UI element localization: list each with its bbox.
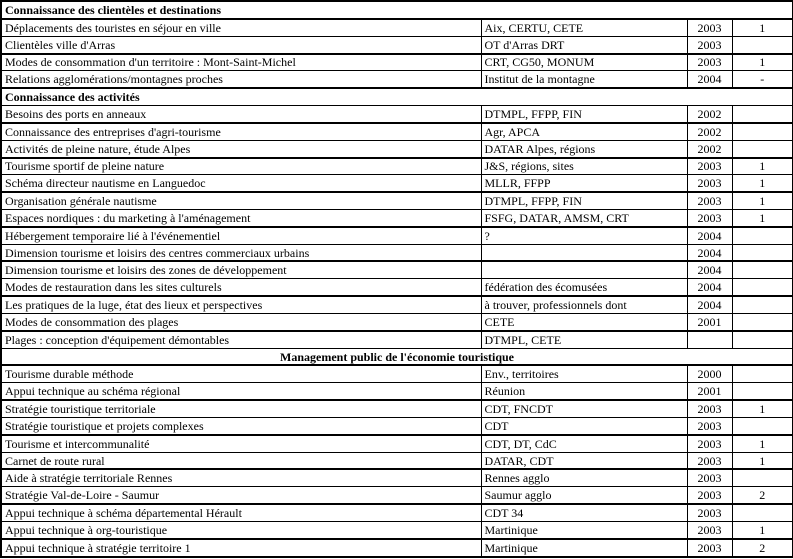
count-cell bbox=[732, 261, 793, 278]
table-row bbox=[1, 227, 793, 244]
count-cell bbox=[732, 417, 793, 434]
table-row bbox=[1, 452, 793, 469]
partners-cell: CDT, DT, CdC bbox=[481, 435, 687, 452]
year-cell: 2003 bbox=[687, 487, 732, 504]
section-header-row bbox=[1, 88, 793, 105]
table-row bbox=[1, 417, 793, 434]
partners-cell: Rennes agglo bbox=[481, 469, 687, 486]
section-header-row bbox=[1, 348, 793, 365]
count-cell bbox=[732, 106, 793, 123]
partners-cell: CRT, CG50, MONUM bbox=[481, 54, 687, 71]
study-title-cell: Clientèles ville d'Arras bbox=[1, 36, 481, 53]
year-cell: 2001 bbox=[687, 313, 732, 330]
study-title-cell: Appui technique à stratégie territoire 1 bbox=[1, 539, 481, 557]
year-cell: 2004 bbox=[687, 244, 732, 261]
study-title-cell: Tourisme sportif de pleine nature bbox=[1, 158, 481, 175]
year-cell: 2003 bbox=[687, 36, 732, 53]
count-cell: 2 bbox=[732, 487, 793, 504]
count-cell: 1 bbox=[732, 54, 793, 71]
table-row bbox=[1, 279, 793, 296]
partners-cell: DTMPL, FFPP, FIN bbox=[481, 192, 687, 209]
partners-cell: CDT 34 bbox=[481, 504, 687, 521]
count-cell: - bbox=[732, 71, 793, 88]
study-title-cell: Tourisme durable méthode bbox=[1, 365, 481, 382]
year-cell: 2004 bbox=[687, 71, 732, 88]
section-header-label: Connaissance des clientèles et destinations bbox=[1, 1, 793, 19]
year-cell: 2002 bbox=[687, 123, 732, 140]
table-row bbox=[1, 296, 793, 313]
partners-cell: DATAR Alpes, régions bbox=[481, 140, 687, 157]
study-title-cell: Carnet de route rural bbox=[1, 452, 481, 469]
year-cell: 2003 bbox=[687, 175, 732, 192]
count-cell: 1 bbox=[732, 435, 793, 452]
year-cell: 2003 bbox=[687, 210, 732, 227]
year-cell: 2002 bbox=[687, 140, 732, 157]
study-title-cell: Besoins des ports en anneaux bbox=[1, 106, 481, 123]
study-title-cell: Les pratiques de la luge, état des lieux et perspectives bbox=[1, 296, 481, 313]
count-cell bbox=[732, 36, 793, 53]
study-title-cell: Modes de consommation des plages bbox=[1, 313, 481, 330]
year-cell: 2003 bbox=[687, 192, 732, 209]
count-cell bbox=[732, 296, 793, 313]
count-cell bbox=[732, 365, 793, 382]
count-cell bbox=[732, 469, 793, 486]
year-cell: 2003 bbox=[687, 539, 732, 557]
partners-cell bbox=[481, 244, 687, 261]
study-title-cell: Appui technique au schéma régional bbox=[1, 383, 481, 400]
year-cell: 2003 bbox=[687, 504, 732, 521]
study-title-cell: Dimension tourisme et loisirs des zones de développement bbox=[1, 261, 481, 278]
count-cell bbox=[732, 504, 793, 521]
table-row bbox=[1, 504, 793, 521]
table-row bbox=[1, 539, 793, 557]
study-title-cell: Stratégie Val-de-Loire - Saumur bbox=[1, 487, 481, 504]
table-row bbox=[1, 313, 793, 330]
partners-cell: MLLR, FFPP bbox=[481, 175, 687, 192]
table-row bbox=[1, 365, 793, 382]
count-cell bbox=[732, 383, 793, 400]
study-title-cell: Déplacements des touristes en séjour en ville bbox=[1, 19, 481, 36]
count-cell: 1 bbox=[732, 400, 793, 417]
section-header-row bbox=[1, 1, 793, 19]
year-cell: 2003 bbox=[687, 54, 732, 71]
table-row bbox=[1, 175, 793, 192]
year-cell: 2004 bbox=[687, 279, 732, 296]
section-header-label: Management public de l'économie touristique bbox=[1, 348, 793, 365]
count-cell: 1 bbox=[732, 452, 793, 469]
table-row bbox=[1, 54, 793, 71]
table-row bbox=[1, 140, 793, 157]
partners-cell: DTMPL, FFPP, FIN bbox=[481, 106, 687, 123]
study-title-cell: Appui technique à schéma départemental Hérault bbox=[1, 504, 481, 521]
partners-cell: Martinique bbox=[481, 539, 687, 557]
year-cell: 2004 bbox=[687, 261, 732, 278]
year-cell: 2004 bbox=[687, 296, 732, 313]
year-cell: 2000 bbox=[687, 365, 732, 382]
table-row bbox=[1, 435, 793, 452]
table-row bbox=[1, 400, 793, 417]
count-cell bbox=[732, 279, 793, 296]
partners-cell: DATAR, CDT bbox=[481, 452, 687, 469]
partners-cell: OT d'Arras DRT bbox=[481, 36, 687, 53]
year-cell: 2003 bbox=[687, 452, 732, 469]
study-title-cell: Tourisme et intercommunalité bbox=[1, 435, 481, 452]
partners-cell: fédération des écomusées bbox=[481, 279, 687, 296]
table-row bbox=[1, 36, 793, 53]
count-cell: 1 bbox=[732, 521, 793, 538]
partners-cell: CDT bbox=[481, 417, 687, 434]
partners-cell: DTMPL, CETE bbox=[481, 331, 687, 348]
table-row bbox=[1, 469, 793, 486]
year-cell bbox=[687, 331, 732, 348]
study-title-cell: Espaces nordiques : du marketing à l'aménagement bbox=[1, 210, 481, 227]
year-cell: 2003 bbox=[687, 417, 732, 434]
partners-cell: Saumur agglo bbox=[481, 487, 687, 504]
table-row bbox=[1, 383, 793, 400]
count-cell: 1 bbox=[732, 192, 793, 209]
year-cell: 2003 bbox=[687, 469, 732, 486]
count-cell bbox=[732, 331, 793, 348]
study-title-cell: Connaissance des entreprises d'agri-tourisme bbox=[1, 123, 481, 140]
count-cell bbox=[732, 313, 793, 330]
partners-cell: ? bbox=[481, 227, 687, 244]
count-cell: 1 bbox=[732, 175, 793, 192]
table-row bbox=[1, 521, 793, 538]
table-row bbox=[1, 106, 793, 123]
table-row bbox=[1, 331, 793, 348]
partners-cell: J&S, régions, sites bbox=[481, 158, 687, 175]
study-title-cell: Modes de restauration dans les sites culturels bbox=[1, 279, 481, 296]
table-row bbox=[1, 487, 793, 504]
study-title-cell: Stratégie touristique et projets complexes bbox=[1, 417, 481, 434]
table-row bbox=[1, 71, 793, 88]
year-cell: 2003 bbox=[687, 19, 732, 36]
year-cell: 2003 bbox=[687, 158, 732, 175]
year-cell: 2003 bbox=[687, 435, 732, 452]
study-title-cell: Aide à stratégie territoriale Rennes bbox=[1, 469, 481, 486]
partners-cell: Agr, APCA bbox=[481, 123, 687, 140]
section-header-label: Connaissance des activités bbox=[1, 88, 793, 105]
partners-cell: à trouver, professionnels dont bbox=[481, 296, 687, 313]
count-cell bbox=[732, 244, 793, 261]
count-cell bbox=[732, 227, 793, 244]
count-cell bbox=[732, 123, 793, 140]
year-cell: 2003 bbox=[687, 521, 732, 538]
count-cell: 1 bbox=[732, 158, 793, 175]
year-cell: 2001 bbox=[687, 383, 732, 400]
table-row bbox=[1, 210, 793, 227]
table-row bbox=[1, 244, 793, 261]
count-cell: 1 bbox=[732, 210, 793, 227]
study-title-cell: Relations agglomérations/montagnes proches bbox=[1, 71, 481, 88]
count-cell bbox=[732, 140, 793, 157]
partners-cell: CDT, FNCDT bbox=[481, 400, 687, 417]
study-title-cell: Organisation générale nautisme bbox=[1, 192, 481, 209]
table-body bbox=[1, 1, 793, 557]
year-cell: 2003 bbox=[687, 400, 732, 417]
study-title-cell: Hébergement temporaire lié à l'événementiel bbox=[1, 227, 481, 244]
partners-cell: FSFG, DATAR, AMSM, CRT bbox=[481, 210, 687, 227]
table-row bbox=[1, 158, 793, 175]
table-row bbox=[1, 123, 793, 140]
count-cell: 2 bbox=[732, 539, 793, 557]
partners-cell: Env., territoires bbox=[481, 365, 687, 382]
partners-cell bbox=[481, 261, 687, 278]
partners-cell: Réunion bbox=[481, 383, 687, 400]
partners-cell: Institut de la montagne bbox=[481, 71, 687, 88]
year-cell: 2002 bbox=[687, 106, 732, 123]
year-cell: 2004 bbox=[687, 227, 732, 244]
partners-cell: Martinique bbox=[481, 521, 687, 538]
study-title-cell: Appui technique à org-touristique bbox=[1, 521, 481, 538]
study-title-cell: Schéma directeur nautisme en Languedoc bbox=[1, 175, 481, 192]
study-title-cell: Activités de pleine nature, étude Alpes bbox=[1, 140, 481, 157]
study-title-cell: Modes de consommation d'un territoire : Mont-Saint-Michel bbox=[1, 54, 481, 71]
table-row bbox=[1, 19, 793, 36]
study-title-cell: Plages : conception d'équipement démontables bbox=[1, 331, 481, 348]
partners-cell: CETE bbox=[481, 313, 687, 330]
study-title-cell: Stratégie touristique territoriale bbox=[1, 400, 481, 417]
study-title-cell: Dimension tourisme et loisirs des centres commerciaux urbains bbox=[1, 244, 481, 261]
count-cell: 1 bbox=[732, 19, 793, 36]
table-row bbox=[1, 192, 793, 209]
table-row bbox=[1, 261, 793, 278]
partners-cell: Aix, CERTU, CETE bbox=[481, 19, 687, 36]
